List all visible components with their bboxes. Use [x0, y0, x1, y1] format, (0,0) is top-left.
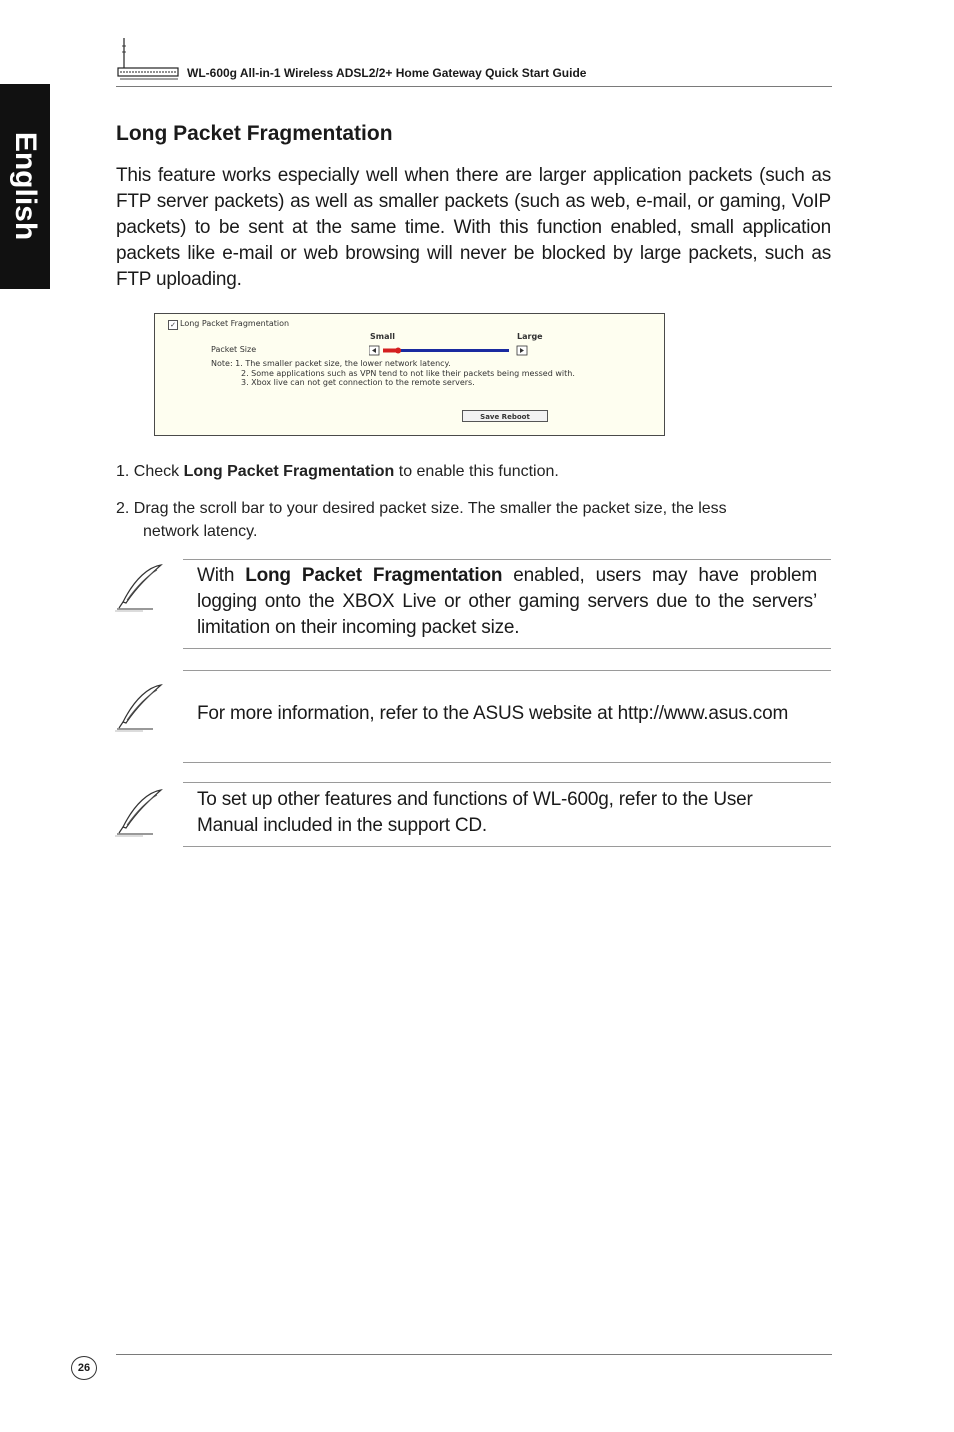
note-2-top-rule — [183, 670, 831, 671]
page-number: 26 — [71, 1356, 97, 1380]
note-3-top-rule — [183, 782, 831, 783]
router-logo-icon — [116, 38, 182, 82]
slider-thumb — [395, 348, 401, 354]
save-reboot-button[interactable]: Save Reboot — [462, 410, 548, 422]
packet-size-label: Packet Size — [211, 345, 257, 354]
note-1-bottom-rule — [183, 648, 831, 649]
step-2-line-2: network latency. — [143, 523, 258, 540]
note-pen-icon — [113, 787, 165, 837]
header-title: WL-600g All-in-1 Wireless ADSL2/2+ Home Gateway Quick Start Guide — [187, 66, 587, 80]
slider-track — [383, 349, 509, 352]
header-divider — [116, 86, 832, 87]
intro-paragraph: This feature works especially well when there are larger application packets (such as FTP server packets) as well as smaller packets (such as web, e-mail, or gaming, VoIP packets) to be sent at the same time. With this function enabled, small application packets like e-mail or web browsing will never be blocked by large packets, such as FTP uploading. — [116, 165, 831, 290]
checkbox-label: Long Packet Fragmentation — [180, 319, 290, 328]
packet-size-slider[interactable] — [369, 345, 531, 357]
note-1-top-rule — [183, 559, 831, 560]
slider-small-label: Small — [370, 332, 395, 341]
note-3-text: To set up other features and functions of WL-600g, refer to the User Manual included in the support CD. — [197, 789, 753, 836]
note-1-bold: Long Packet Fragmentation — [245, 565, 503, 586]
note-2-text: For more information, refer to the ASUS website at http://www.asus.com — [197, 703, 789, 724]
note-3-bottom-rule — [183, 846, 831, 847]
note-pen-icon — [113, 682, 165, 732]
note-1-text: With Long Packet Fragmentation enabled, users may have problem logging onto the XBOX Live or other gaming servers due to the servers’ limitation on their incoming packet size. — [197, 565, 818, 638]
fragmentation-checkbox[interactable]: ✓ — [168, 320, 178, 330]
note-2-bottom-rule — [183, 762, 831, 763]
note-line-3: 3. Xbox live can not get connection to the remote servers. — [241, 378, 475, 387]
step-1-bold: Long Packet Fragmentation — [183, 463, 395, 480]
step-2-line-1: 2. Drag the scroll bar to your desired packet size. The smaller the packet size, the less — [116, 500, 727, 517]
note-line-2: 2. Some applications such as VPN tend to not like their packets being messed with. — [241, 369, 575, 378]
note-pen-icon — [113, 562, 165, 612]
section-title: Long Packet Fragmentation — [116, 122, 393, 145]
footer-divider — [116, 1354, 832, 1355]
language-tab — [0, 84, 50, 289]
settings-screenshot — [154, 313, 665, 436]
step-1: 1. Check Long Packet Fragmentation to enable this function. — [116, 463, 559, 480]
language-tab-label: English — [9, 131, 42, 241]
slider-large-label: Large — [517, 332, 543, 341]
note-line-1: Note: 1. The smaller packet size, the lower network latency. — [211, 359, 451, 368]
